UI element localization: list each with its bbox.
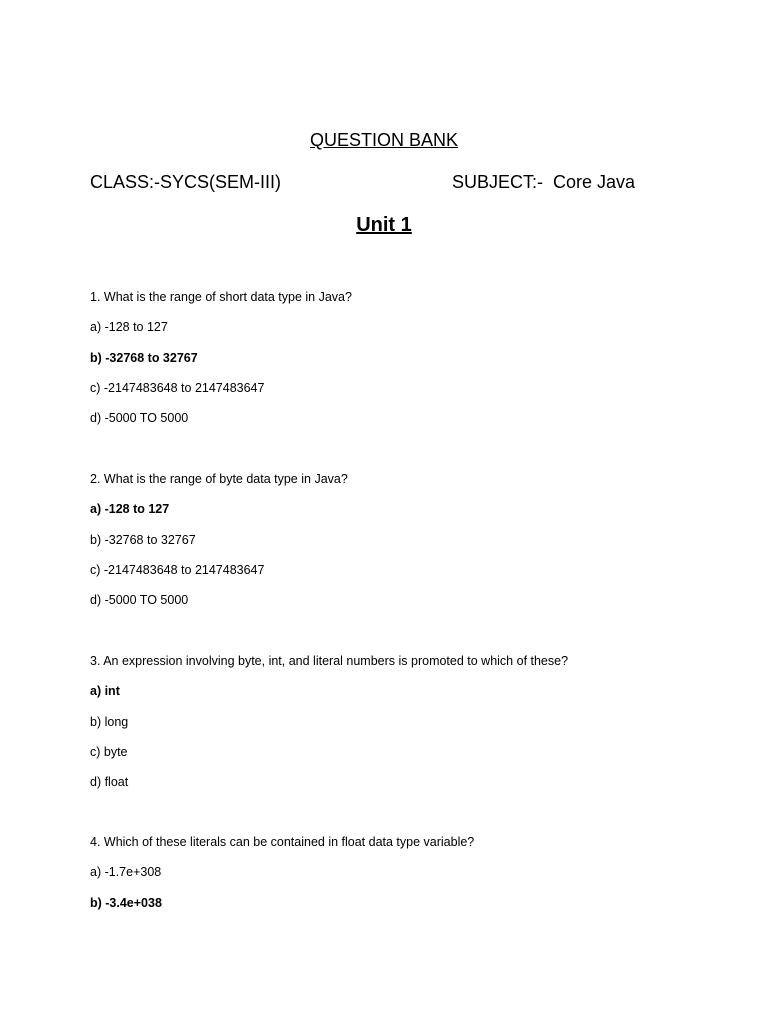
question-text: 3. An expression involving byte, int, and literal numbers is promoted to which of these? [90,654,569,668]
option-a: a) -1.7e+308 [90,865,162,880]
question-text: 1. What is the range of short data type in Java? [90,290,352,304]
question-block [90,470,710,621]
subject-label: SUBJECT:- Core Java [452,172,636,192]
option-d: d) -5000 TO 5000 [90,411,189,426]
class-label: CLASS:-SYCS(SEM-III) [90,172,282,192]
option-b-correct: b) -32768 to 32767 [90,350,198,365]
document-title: QUESTION BANK [309,130,459,150]
option-c: c) -2147483648 to 2147483647 [90,380,265,395]
question-block [90,833,710,924]
option-c: c) -2147483648 to 2147483647 [90,562,265,577]
question-text: 2. What is the range of byte data type in Java? [90,472,348,486]
option-b: b) -32768 to 32767 [90,532,196,547]
option-c: c) byte [90,744,128,759]
option-d: d) -5000 TO 5000 [90,593,189,608]
question-text: 4. Which of these literals can be contained in float data type variable? [90,835,475,849]
option-d: d) float [90,775,129,790]
option-a-correct: a) -128 to 127 [90,502,170,517]
option-b: b) long [90,714,129,729]
question-block [90,288,710,439]
unit-heading: Unit 1 [356,214,412,236]
option-b-correct: b) -3.4e+038 [90,895,162,910]
option-a-correct: a) int [90,684,120,699]
question-block [90,652,710,803]
option-a: a) -128 to 127 [90,320,168,335]
